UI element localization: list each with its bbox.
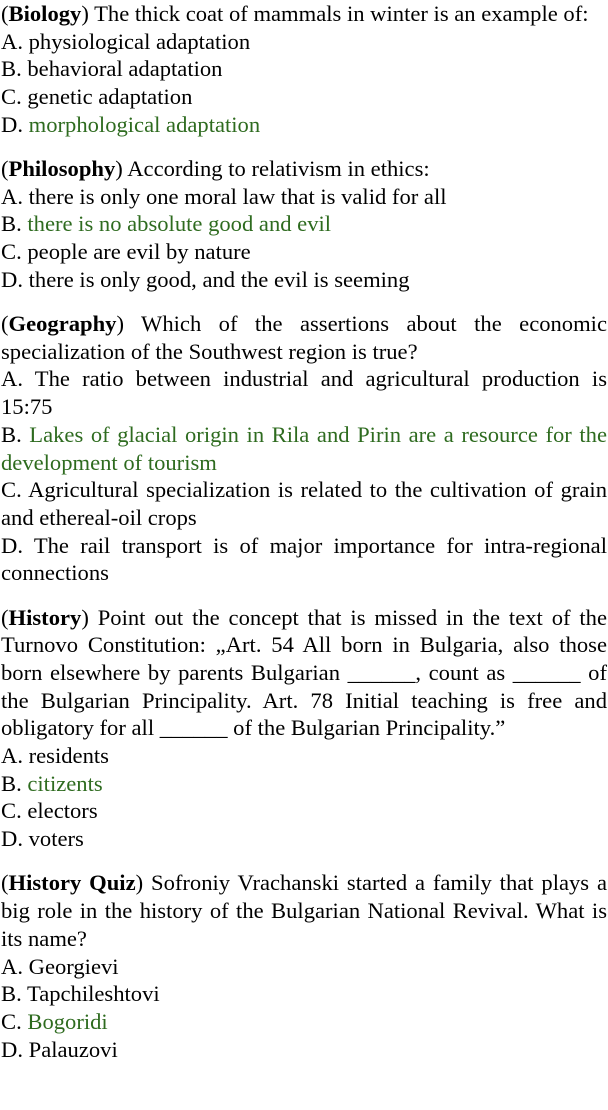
option-d — [1, 111, 607, 139]
option-a — [1, 953, 607, 981]
option-letter: C. — [1, 1008, 22, 1034]
option-text: Tapchileshtovi — [26, 981, 160, 1007]
option-letter: A. — [1, 366, 23, 392]
question-stem: (Biology) The thick coat of mammals in winter is an example of: — [1, 1, 589, 26]
option-text: genetic adaptation — [27, 84, 193, 110]
option-c — [1, 238, 607, 266]
option-letter: B. — [1, 421, 22, 447]
option-text: Palauzovi — [28, 1036, 118, 1062]
correct-option-text: Bogoridi — [27, 1008, 108, 1034]
option-letter: D. — [1, 266, 23, 292]
subject-label: History — [8, 604, 82, 630]
option-letter: A. — [1, 28, 23, 54]
question-text: Which of the assertions about the economic specialization of the Southwest region is true? — [1, 311, 607, 364]
option-text: voters — [28, 826, 84, 852]
question-history — [1, 604, 607, 853]
option-letter: D. — [1, 532, 23, 558]
option-d — [1, 532, 607, 587]
option-letter: A. — [1, 953, 23, 979]
option-b — [1, 210, 607, 238]
question-biology — [1, 0, 607, 139]
option-a — [1, 183, 607, 211]
option-a — [1, 365, 607, 420]
option-letter: B. — [1, 211, 22, 237]
option-c — [1, 476, 607, 531]
option-letter: B. — [1, 981, 22, 1007]
option-letter: C. — [1, 239, 22, 265]
question-stem: (History Quiz) Sofroniy Vrachanski started a family that plays a big role in the history of the Bulgarian National Revival. What is its name? — [1, 870, 607, 951]
option-letter: C. — [1, 798, 22, 824]
option-c — [1, 83, 607, 111]
subject-label: History Quiz — [8, 870, 136, 896]
question-text: The thick coat of mammals in winter is an example of: — [94, 1, 589, 26]
option-b — [1, 421, 607, 476]
subject-label: Biology — [8, 1, 82, 26]
option-letter: C. — [1, 477, 22, 503]
question-stem: (History) Point out the concept that is missed in the text of the Turnovo Constitution: „Art. 54 All born in Bulgaria, also those born elsewhere by parents Bulgarian ______, count as ______ of the Bulgarian Principality. Art. 78 Initial teaching is free and obligatory for all ______ of the Bulgarian Principality.” — [1, 604, 607, 741]
option-text: physiological adaptation — [28, 28, 251, 54]
option-d — [1, 825, 607, 853]
option-b — [1, 980, 607, 1008]
option-text: Agricultural specialization is related to the cultivation of grain and ethereal-oil crops — [1, 477, 607, 530]
question-text: Point out the concept that is missed in the text of the Turnovo Constitution: „Art. 54 All born in Bulgaria, also those born elsewhere by parents Bulgarian ______, count as ______ of the Bulgarian Principality. Art. 78 Initial teaching is free and obligatory for all ______ of the Bulgarian Principality.” — [1, 604, 607, 741]
option-text: Georgievi — [28, 953, 119, 979]
subject-label: Geography — [8, 311, 117, 337]
option-text: there is only one moral law that is valid for all — [28, 183, 447, 209]
option-letter: D. — [1, 826, 23, 852]
option-letter: B. — [1, 56, 22, 82]
option-text: there is only good, and the evil is seeming — [28, 266, 410, 292]
question-stem: (Philosophy) According to relativism in ethics: — [1, 156, 430, 182]
option-d — [1, 1036, 607, 1064]
option-a — [1, 742, 607, 770]
option-text: The rail transport is of major importance for intra-regional connections — [1, 532, 607, 586]
option-letter: A. — [1, 743, 23, 769]
correct-option-text: morphological adaptation — [28, 111, 261, 137]
subject-label: Philosophy — [8, 156, 116, 182]
question-stem: (Geography) Which of the assertions about the economic specialization of the Southwest region is true? — [1, 311, 607, 364]
correct-option-text: there is no absolute good and evil — [27, 211, 332, 237]
correct-option-text: Lakes of glacial origin in Rila and Pirin are a resource for the development of tourism — [1, 421, 607, 475]
option-letter: D. — [1, 111, 23, 137]
option-c — [1, 1008, 607, 1036]
option-text: The ratio between industrial and agricultural production is 15:75 — [1, 366, 607, 420]
option-text: behavioral adaptation — [27, 56, 223, 82]
option-letter: A. — [1, 183, 23, 209]
option-d — [1, 266, 607, 294]
option-b — [1, 770, 607, 798]
option-text: electors — [27, 798, 98, 824]
question-text: Sofroniy Vrachanski started a family that plays a big role in the history of the Bulgarian National Revival. What is its name? — [1, 870, 607, 951]
option-letter: B. — [1, 770, 22, 796]
correct-option-text: citizents — [27, 770, 103, 796]
option-text: residents — [28, 743, 109, 769]
question-geography — [1, 310, 607, 587]
option-letter: D. — [1, 1036, 23, 1062]
question-history-quiz — [1, 869, 607, 1063]
option-text: people are evil by nature — [27, 239, 251, 265]
question-text: According to relativism in ethics: — [127, 156, 430, 182]
option-b — [1, 55, 607, 83]
option-c — [1, 797, 607, 825]
option-letter: C. — [1, 84, 22, 110]
question-philosophy — [1, 155, 607, 294]
option-a — [1, 28, 607, 56]
